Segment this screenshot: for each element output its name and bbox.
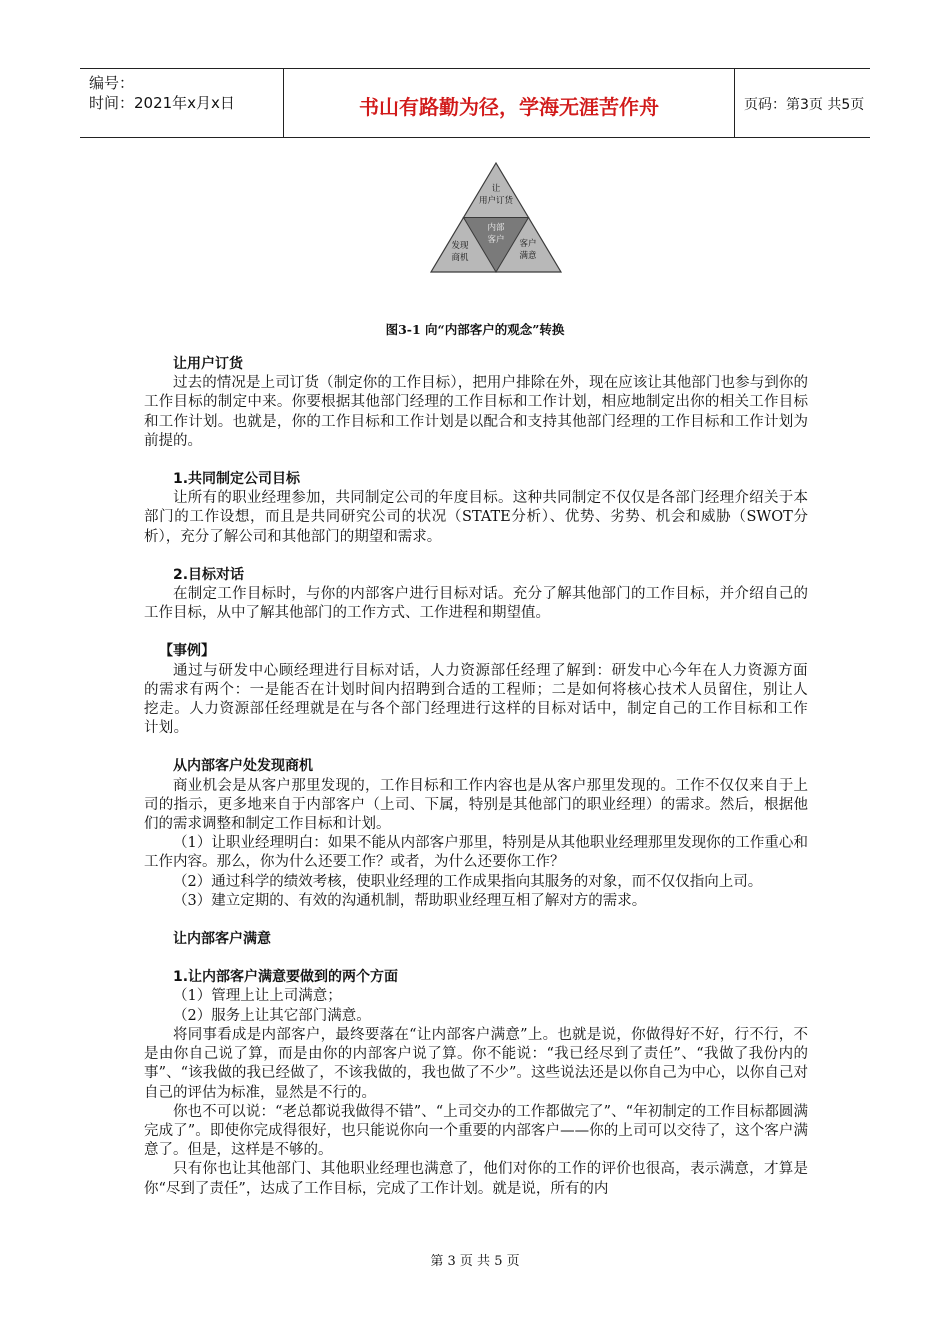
section-title: 让用户订货 [173,356,243,372]
subsection-title: 1.共同制定公司目标 [173,471,301,488]
paragraph: 商业机会是从客户那里发现的，工作目标和工作内容也是从客户那里发现的。工作不仅仅来自于上司的指示，更多地来自于内部客户（上司、下属，特别是其他部门的职业经理）的需求。然后，根据他们的需求调整和制定工作目标和计划。 [144,777,808,833]
paragraph: 将同事看成是内部客户，最终要落在“让内部客户满意”上。也就是说，你做得好不好，行不行，不是由你自己说了算，而是由你的内部客户说了算。你不能说：“我已经尽到了责任”、“我做了我份内的事”、“该我做的我已经做了，不该我做的，我也做了不少”。这些说法还是以你自己为中心，以你自己对自己的评估为标准，显然是不行的。 [144,1026,808,1101]
label-center: 内部 客户 [487,223,505,245]
figure-caption: 图3-1 向“内部客户的观念”转换 [385,322,565,337]
paragraph: 只有你也让其他部门、其他职业经理也满意了，他们对你的工作的评价也很高，表示满意，才算是你“尽到了责任”，达成了工作目标，完成了工作计划。就是说，所有的内 [144,1161,808,1197]
list-item: （2）服务上让其它部门满意。 [173,1007,371,1024]
label-left: 发现 商机 [451,241,469,263]
header-meta [80,69,283,137]
paragraph: （1）让职业经理明白：如果不能从内部客户那里，特别是从其他职业经理那里发现你的工作重心和工作内容。那么，你为什么还要工作？或者，为什么还要你工作？ [144,835,808,871]
triangle-diagram [428,161,564,275]
paragraph: 让所有的职业经理参加，共同制定公司的年度目标。这种共同制定不仅仅是各部门经理介绍关于本部门的工作设想，而且是共同研究公司的状况（STATE分析）、优势、劣势、机会和威胁（SWOT分析），充分了解公司和其他部门的期望和需求。 [144,490,808,545]
subsection-title: 2.目标对话 [173,566,245,583]
page-footer: 第 3 页 共 5 页 [430,1254,520,1269]
header-page-cell [734,69,870,137]
label-right: 客户 满意 [519,239,537,261]
list-item: （1）管理上让上司满意； [173,988,342,1005]
document-body [144,355,808,1199]
paragraph: 过去的情况是上司订货（制定你的工作目标），把用户排除在外，现在应该让其他部门也参与到你的工作目标的制定中来。你要根据其他部门经理的工作目标和工作计划，相应地制定出你的相关工作目标和工作计划。也就是，你的工作目标和工作计划是以配合和支持其他部门经理的工作目标和工作计划为前提的。 [144,375,808,449]
section-title: 从内部客户处发现商机 [173,758,313,775]
document-date: 时间：2021年x月x日 [89,94,235,112]
header-motto-cell [283,69,735,137]
case-title: 【事例】 [159,643,215,660]
paragraph: 在制定工作目标时，与你的内部客户进行目标对话。充分了解其他部门的工作目标，并介绍自己的工作目标，从中了解其他部门的工作方式、工作进程和期望值。 [144,586,808,622]
paragraph: （3）建立定期的、有效的沟通机制，帮助职业经理互相了解对方的需求。 [173,892,647,909]
label-top: 让 用户订货 [478,184,513,206]
subsection-title: 1.让内部客户满意要做到的两个方面 [173,969,399,986]
motto: 书山有路勤为径，学海无涯苦作舟 [359,95,659,119]
document-number: 编号： [89,74,135,92]
paragraph: 你也不可以说：“老总都说我做得不错”、“上司交办的工作都做完了”、“年初制定的工作目标都圆满完成了”。即使你完成得很好，也只能说你向一个重要的内部客户——你的上司可以交待了，这个客户满意了。但是，这样是不够的。 [144,1103,808,1159]
section-title: 让内部客户满意 [173,931,271,948]
paragraph: （2）通过科学的绩效考核，使职业经理的工作成果指向其服务的对象，而不仅仅指向上司。 [173,873,763,890]
header-page-number: 页码：第3页 共5页 [744,97,865,113]
page-header [80,68,870,138]
case-paragraph: 通过与研发中心顾经理进行目标对话，人力资源部任经理了解到：研发中心今年在人力资源方面的需求有两个：一是能否在计划时间内招聘到合适的工程师；二是如何将核心技术人员留住，别让人挖走。人力资源部任经理就是在与各个部门经理进行这样的目标对话中，制定自己的工作目标和工作计划。 [144,662,808,737]
